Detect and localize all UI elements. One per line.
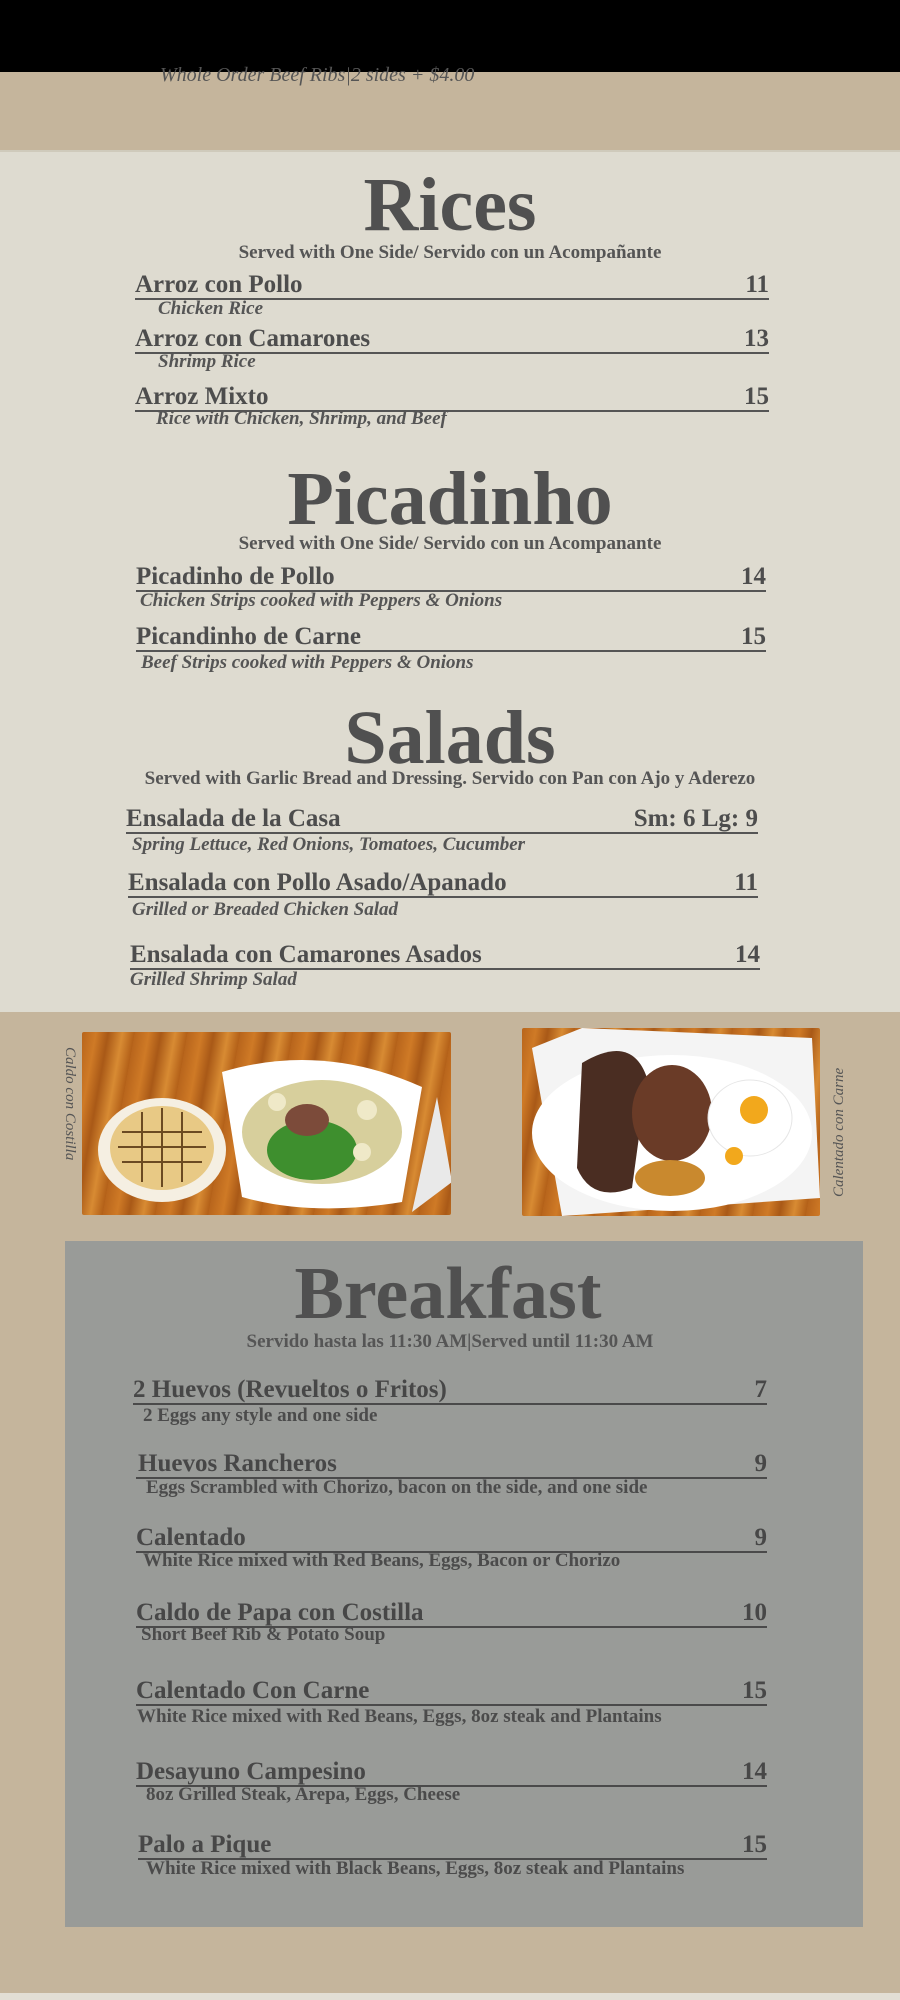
item-name: Arroz Mixto [135, 383, 269, 410]
item-description: Chicken Strips cooked with Peppers & Onions [140, 590, 503, 611]
menu-item [126, 802, 758, 834]
section-subtitle-rices: Served with One Side/ Servido con un Acompañante [238, 242, 662, 263]
item-name: Desayuno Campesino [136, 1758, 366, 1785]
menu-item [136, 560, 766, 592]
item-price: 14 [742, 1758, 767, 1785]
menu-item [136, 1447, 767, 1479]
photo-caldo-con-costilla [82, 1032, 451, 1215]
menu-item [136, 1674, 767, 1706]
cut-off-item-text: Whole Order Beef Ribs|2 sides + $4.00 [160, 64, 475, 86]
item-name: Ensalada con Pollo Asado/Apanado [128, 869, 507, 896]
item-description: Beef Strips cooked with Peppers & Onions [141, 652, 474, 673]
item-price: 14 [735, 941, 760, 968]
top-black-bar [0, 0, 900, 72]
menu-item [136, 1755, 767, 1787]
photo-caption-left: Caldo con Costilla [62, 1047, 78, 1161]
item-description: Grilled Shrimp Salad [130, 969, 297, 990]
item-price: 11 [734, 869, 758, 896]
item-description: 2 Eggs any style and one side [143, 1405, 378, 1426]
item-description: White Rice mixed with Black Beans, Eggs, 8oz steak and Plantains [146, 1858, 685, 1879]
section-subtitle-breakfast: Servido hasta las 11:30 AM|Served until 11:30 AM [246, 1331, 654, 1352]
menu-item [130, 938, 760, 970]
item-price: 11 [745, 271, 769, 298]
item-price: 15 [742, 1831, 767, 1858]
item-name: Ensalada de la Casa [126, 805, 341, 832]
section-title-rices: Rices [363, 163, 537, 247]
item-description: White Rice mixed with Red Beans, Eggs, Bacon or Chorizo [143, 1550, 621, 1571]
soup-plate-illustration [82, 1032, 451, 1215]
item-price: 9 [754, 1450, 767, 1477]
item-description: Spring Lettuce, Red Onions, Tomatoes, Cucumber [132, 834, 526, 855]
bottom-edge [0, 1993, 900, 2000]
menu-item [135, 322, 769, 354]
item-description: Chicken Rice [158, 298, 264, 319]
item-price: 9 [754, 1524, 767, 1551]
item-name: Picadinho de Pollo [136, 563, 335, 590]
item-description: Grilled or Breaded Chicken Salad [132, 899, 399, 920]
item-price: 15 [741, 623, 766, 650]
menu-item [138, 1828, 767, 1860]
item-name: Calentado [136, 1524, 246, 1551]
item-description: Eggs Scrambled with Chorizo, bacon on the side, and one side [146, 1477, 648, 1498]
item-name: Caldo de Papa con Costilla [136, 1599, 424, 1626]
item-description: Rice with Chicken, Shrimp, and Beef [156, 408, 447, 429]
section-title-salads: Salads [344, 696, 556, 780]
item-description: Short Beef Rib & Potato Soup [141, 1624, 386, 1645]
item-price: 13 [744, 325, 769, 352]
menu-item [136, 1521, 767, 1553]
photo-calentado-con-carne [522, 1028, 820, 1216]
menu-item [136, 620, 766, 652]
item-description: 8oz Grilled Steak, Arepa, Eggs, Cheese [146, 1784, 461, 1805]
item-name: Ensalada con Camarones Asados [130, 941, 482, 968]
item-price: 15 [742, 1677, 767, 1704]
menu-item [135, 268, 769, 300]
item-name: Arroz con Camarones [135, 325, 371, 352]
photo-caption-right: Calentado con Carne [831, 1067, 847, 1197]
section-title-breakfast: Breakfast [294, 1253, 602, 1335]
item-description: Shrimp Rice [158, 351, 256, 372]
item-name: 2 Huevos (Revueltos o Fritos) [133, 1376, 447, 1403]
section-title-picadinho: Picadinho [287, 457, 613, 541]
section-subtitle-salads: Served with Garlic Bread and Dressing. Servido con Pan con Ajo y Aderezo [144, 768, 756, 789]
steak-plate-illustration [522, 1028, 820, 1216]
item-name: Palo a Pique [138, 1831, 272, 1858]
item-name: Huevos Rancheros [138, 1450, 337, 1477]
item-price: 10 [742, 1599, 767, 1626]
item-name: Picandinho de Carne [136, 623, 362, 650]
menu-item [133, 1373, 767, 1405]
item-price: Sm: 6 Lg: 9 [633, 805, 758, 832]
item-name: Arroz con Pollo [135, 271, 303, 298]
item-name: Calentado Con Carne [136, 1677, 370, 1704]
item-price: 7 [754, 1376, 767, 1403]
item-price: 15 [744, 383, 769, 410]
section-subtitle-picadinho: Served with One Side/ Servido con un Acompanante [238, 533, 662, 554]
item-price: 14 [741, 563, 766, 590]
menu-item [128, 866, 758, 898]
item-description: White Rice mixed with Red Beans, Eggs, 8oz steak and Plantains [137, 1706, 662, 1727]
